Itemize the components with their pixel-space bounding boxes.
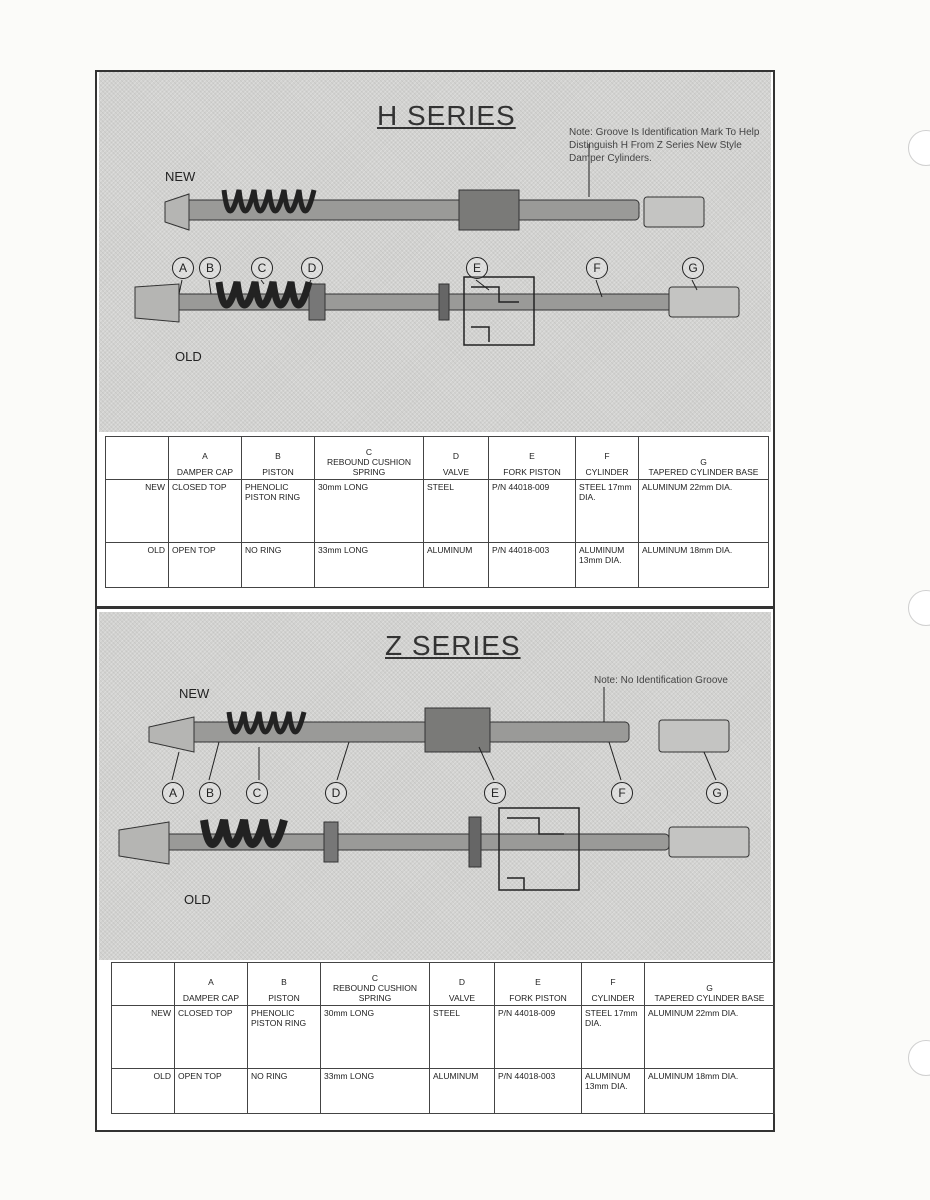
col-header-g: G TAPERED CYLINDER BASE: [639, 437, 769, 480]
z-series-title: Z SERIES: [385, 630, 521, 661]
table-cell: STEEL 17mm DIA.: [582, 1006, 645, 1069]
z-series-photo: [99, 612, 771, 960]
row-label: OLD: [112, 1069, 175, 1114]
col-header-b: B PISTON: [248, 963, 321, 1006]
table-cell: 30mm LONG: [315, 480, 424, 543]
corner-cell: [106, 437, 169, 480]
col-header-d: D VALVE: [430, 963, 495, 1006]
h-callout-g: G: [682, 257, 704, 279]
table-cell: CLOSED TOP: [169, 480, 242, 543]
z-series-panel: [99, 612, 771, 1128]
table-cell: 33mm LONG: [315, 543, 424, 588]
table-cell: 33mm LONG: [321, 1069, 430, 1114]
table-row: [112, 1006, 775, 1069]
col-header-e: E FORK PISTON: [495, 963, 582, 1006]
table-cell: ALUMINUM 18mm DIA.: [645, 1069, 775, 1114]
table-row: [112, 1069, 775, 1114]
h-new-label: NEW: [165, 169, 196, 184]
h-fork-piston-detail: [464, 277, 534, 345]
table-cell: STEEL: [424, 480, 489, 543]
table-cell: PHENOLIC PISTON RING: [242, 480, 315, 543]
document-frame: [95, 70, 775, 1132]
table-cell: CLOSED TOP: [175, 1006, 248, 1069]
table-header-row: [106, 437, 769, 480]
table-cell: STEEL: [430, 1006, 495, 1069]
h-series-title: H SERIES: [377, 100, 516, 131]
col-header-a: A DAMPER CAP: [175, 963, 248, 1006]
col-header-g: G TAPERED CYLINDER BASE: [645, 963, 775, 1006]
h-old-label: OLD: [175, 349, 202, 364]
table-cell: P/N 44018-009: [495, 1006, 582, 1069]
table-cell: P/N 44018-003: [495, 1069, 582, 1114]
table-cell: OPEN TOP: [175, 1069, 248, 1114]
table-cell: ALUMINUM 18mm DIA.: [639, 543, 769, 588]
table-header-row: [112, 963, 775, 1006]
row-label: OLD: [106, 543, 169, 588]
row-label: NEW: [106, 480, 169, 543]
col-header-b: B PISTON: [242, 437, 315, 480]
table-cell: PHENOLIC PISTON RING: [248, 1006, 321, 1069]
h-callout-f: F: [586, 257, 608, 279]
h-callout-c: C: [251, 257, 273, 279]
h-callout-a: A: [172, 257, 194, 279]
col-header-d: D VALVE: [424, 437, 489, 480]
z-callout-d: D: [325, 782, 347, 804]
col-header-f: F CYLINDER: [582, 963, 645, 1006]
binder-hole-mark: [908, 590, 930, 626]
z-callout-g: G: [706, 782, 728, 804]
row-label: NEW: [112, 1006, 175, 1069]
h-series-note: Note: Groove Is Identification Mark To Help Distinguish H From Z Series New Style Damper Cylinders.: [569, 127, 760, 164]
table-cell: ALUMINUM 13mm DIA.: [576, 543, 639, 588]
table-cell: OPEN TOP: [169, 543, 242, 588]
col-header-e: E FORK PISTON: [489, 437, 576, 480]
z-callout-a: A: [162, 782, 184, 804]
z-series-spec-table: [111, 962, 775, 1114]
table-cell: ALUMINUM 22mm DIA.: [645, 1006, 775, 1069]
z-callout-b: B: [199, 782, 221, 804]
binder-hole-mark: [908, 130, 930, 166]
table-cell: NO RING: [248, 1069, 321, 1114]
table-row: [106, 543, 769, 588]
h-callout-b: B: [199, 257, 221, 279]
table-cell: 30mm LONG: [321, 1006, 430, 1069]
section-divider: [97, 606, 773, 609]
h-series-panel: [99, 72, 771, 606]
h-callout-d: D: [301, 257, 323, 279]
table-cell: NO RING: [242, 543, 315, 588]
table-cell: ALUMINUM 13mm DIA.: [582, 1069, 645, 1114]
h-series-spec-table: [105, 436, 769, 588]
col-header-a: A DAMPER CAP: [169, 437, 242, 480]
col-header-c: C REBOUND CUSHION SPRING: [321, 963, 430, 1006]
table-cell: P/N 44018-009: [489, 480, 576, 543]
binder-hole-mark: [908, 1040, 930, 1076]
table-row: [106, 480, 769, 543]
table-cell: ALUMINUM: [430, 1069, 495, 1114]
corner-cell: [112, 963, 175, 1006]
col-header-c: C REBOUND CUSHION SPRING: [315, 437, 424, 480]
table-cell: ALUMINUM 22mm DIA.: [639, 480, 769, 543]
h-callout-e: E: [466, 257, 488, 279]
z-callout-f: F: [611, 782, 633, 804]
z-callout-e: E: [484, 782, 506, 804]
table-cell: P/N 44018-003: [489, 543, 576, 588]
h-series-photo: [99, 72, 771, 432]
z-old-label: OLD: [184, 892, 211, 907]
z-callout-c: C: [246, 782, 268, 804]
table-cell: ALUMINUM: [424, 543, 489, 588]
col-header-f: F CYLINDER: [576, 437, 639, 480]
z-new-label: NEW: [179, 686, 210, 701]
z-series-note: Note: No Identification Groove: [594, 675, 728, 686]
table-cell: STEEL 17mm DIA.: [576, 480, 639, 543]
